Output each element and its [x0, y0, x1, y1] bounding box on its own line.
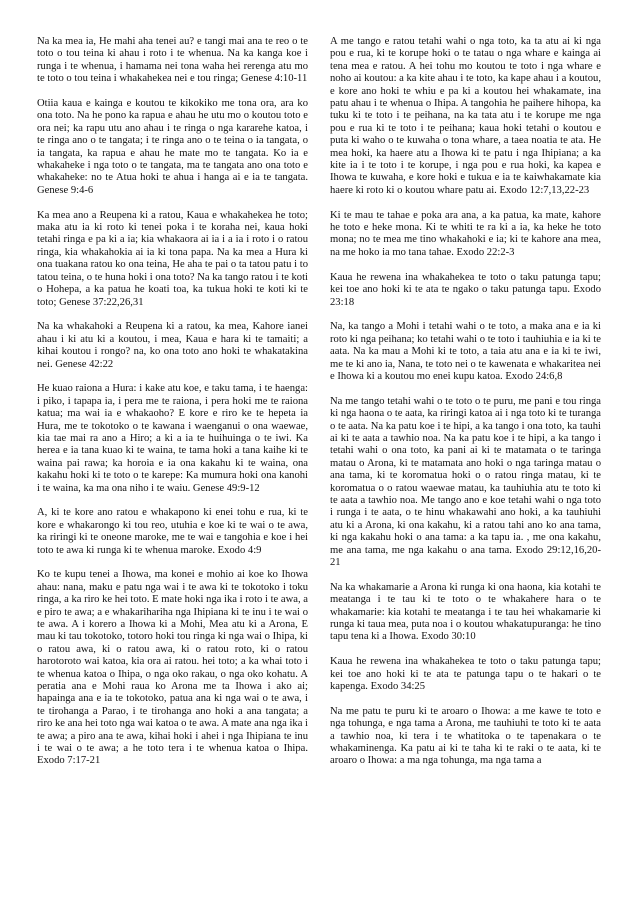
paragraph-genesis-4: Na ka mea ia, He mahi aha tenei au? e tangi mai ana te reo o te toto o tou teina ki ahau i roto i te whenua. Na ka kanga koe i runga i te whenua, i hamama nei tona waha hei rerenga atu mo te toto o tou teina i whakahekea nei e tou ringa; Genese 4:10-11 — [37, 36, 308, 85]
paragraph-genesis-42: Na ka whakahoki a Reupena ki a ratou, ka mea, Kahore ianei ahau i ki atu ki a koutou, i mea, Kaua e hara ki te tamaiti; a kihai koutou i rongo? na, ko ona toto ano hoki te whakatakina nei. Genese 42:22 — [37, 321, 308, 370]
paragraph-exodus-7: Ko te kupu tenei a Ihowa, ma konei e mohio ai koe ko Ihowa ahau: nana, maku e patu nga wai i te awa ki te tokotoko i toku ringa, a ka riro ke hei toto. E mate hoki nga ika i roto i te awa, a e piro te awa; a e whakarihariha nga Ihipiana ki te inu i te wai o te awa. A i korero a Ihowa ki a Mohi, Mea atu ki a Arona, E mau ki tau tokotoko, totoro hoki tou ringa ki nga wai o Ihipa, ki o ratou awa, ki o ratou awa, ki o ratou roto, ki o ratou harotoroto wai katoa, kia ora ai ratou. hei toto; a ka whai toto i te whenua katoa o Ihipa, o nga oko rakau, o nga oko kohatu. A peratia ana e Mohi raua ko Arona me ta Ihowa i ako ai; hapainga ana e ia te tokotoko, patua ana ki nga wai o te awa, i te tirohanga a Parao, i te tirohanga ano hoki a ana tangata; a riro ke ana hei toto nga wai katoa o te awa. A mate ana nga ika i te awa; a piro ana te awa, kihai hoki i ahei i nga Ihipiana te inu i te wai o te awa; a he toto tera i te whenua katoa o Ihipa. Exodo 7:17-21 — [37, 569, 308, 767]
paragraph-genesis-49: He kuao raiona a Hura: i kake atu koe, e taku tama, i te haenga: i piko, i tapapa ia, i pera me te raiona, i pera hoki me te raiona katua; ma wai ia e whakaoho? E kore e riro ke te hepeta ia Hura, me te tokotoko o te kawana i waenganui o ona waewae, kia tae mai ra ano a Hiro; a ki a ia te huihuinga o te iwi. Ka herea e ia tana kuao ki te waina, te tama hoki a tana kaihe ki te waina pai rawa; ka horoia e ia ona kakahu ki te waina, ona kakahu hoki ki te toto o te karepe: Ka mumura hoki ona kanohi i te waina, ka ma ona niho i te waiu. Genese 49:9-12 — [37, 383, 308, 494]
paragraph-leviticus-continued: Na me patu te puru ki te aroaro o Ihowa: a me kawe te toto e nga tohunga, e nga tama a Arona, me tauhiuhi te toto ki te aata a tawhio noa, ki tera i te whatitoka o te tapenakara o te whakaminenga. Ka patu ai ki te taha ki te raki o te aata, ki te aroaro o Ihowa: a ma nga tohunga, ma nga tama a — [330, 705, 601, 767]
paragraph-exodus-34: Kaua he rewena ina whakahekea te toto o taku patunga tapu; kei toe ano hoki ki te ata te patunga tapu o te hakari o te kapenga. Exodo 34:25 — [330, 656, 601, 693]
paragraph-exodus-30: Na ka whakamarie a Arona ki runga ki ona haona, kia kotahi te meatanga i te tau ki te toto o te whakahere hara o te whakamarie: kia kotahi te meatanga i te tau hei whakamarie ki runga ki taua mea, puta noa i o koutou whakatupuranga: he tino tapu tena ki a Ihowa. Exodo 30:10 — [330, 581, 601, 643]
paragraph-exodus-29: Na me tango tetahi wahi o te toto o te puru, me pani e tou ringa ki nga haona o te aata, ka riringi katoa ai i nga toto ki te turanga o te aata. Na ka patu koe i te hipi, a ka tango i ona toto, ka tauhi ai ki te aata a tawhio noa. Na ka patu koe i te hipi, a ka tango i tetahi wahi o ona toto, ka pani ai ki te matamata o te taringa matau o Arona, ki te matamata ano hoki o nga taringa matau o ana tama, ki te koromatua hoki o o ratou ringa matau, ki te koromatua o o ratou waewae matau, ka tauhiuhia atu te toto ki te aata a tawhio noa. Me tango ano e koe tetahi wahi o nga toto i runga i te aata, o te hinu whakawahi ano hoki, a ka tauhiuhi atu ki a Arona, ki ona kakahu, ki a ratou tahi ano ko ana tama, ki nga kakahu hoki o ana tama: a ka tapu ia. , me ona kakahu, me ana tama, me nga kakahu o ana tama. Exodo 29:12,16,20-21 — [330, 395, 601, 568]
paragraph-exodus-23: Kaua he rewena ina whakahekea te toto o taku patunga tapu; kei toe ano hoki ki te ata te ngako o taku patunga tapu. Exodo 23:18 — [330, 271, 601, 308]
paragraph-exodus-4: A, ki te kore ano ratou e whakapono ki enei tohu e rua, ki te kore e whakarongo ki tou reo, utuhia e koe ki te wai o te awa, ka riringi ki te oneone maroke, me te wai e tangohia e koe i hei toto te awa ki runga ki te whenua maroke. Exodo 4:9 — [37, 507, 308, 556]
paragraph-exodus-12: A me tango e ratou tetahi wahi o nga toto, ka ta atu ai ki nga pou e rua, ki te korupe hoki o te tatau o nga whare e kainga ai tena mea e ratou. A hei tohu mo koutou te toto i nga whare e noho ai koutou: a ka kite ahau i te toto, ka kape ahau i a koutou, e kore ano hoki te whiu e pa ki a koutou hei whakamate, ina patu ahau i te whenua o Ihipa. A tangohia he paihere hihopa, ka tuku ki te toto i te peihana, na ka tata atu i te korupe me nga pou e rua ki te toto i te peihana; kaua hoki tetahi o koutou e puta ki waho o te kuwaha o tona whare, a taea noatia te ata. He mea hoki, ka haere atu a Ihowa ki te patu i nga Ihipiana; a ka kite ia i te toto i te korupe, i nga pou e rua hoki, ka kapea e Ihowa te kuwaha, e kore hoki e tukua e ia te kaiwhakamate kia haere ki roto ki o koutou whare patu ai. Exodo 12:7,13,22-23 — [330, 36, 601, 196]
paragraph-genesis-9: Otiia kaua e kainga e koutou te kikokiko me tona ora, ara ko ona toto. Na he pono ka rapua e ahau he utu mo o koutou toto e ora nei; ka rapu utu ano ahau i te ringa o nga kararehe katoa, i te ringa ano o te tangata; i te ringa ano o te teina o ia tangata, o ia tangata, ka rapua e ahau he mate mo te tangata. Ko ia e whakaheke i nga toto o te tangata, ma te tangata ano ona toto e whakaheke: no te Atua hoki te ahua i hanga ai e ia te tangata. Genese 9:4-6 — [37, 98, 308, 196]
paragraph-genesis-37: Ka mea ano a Reupena ki a ratou, Kaua e whakahekea he toto; maka atu ia ki roto ki tenei poka i te koraha nei, kaua hoki tetahi ringa e pa ki a ia; kia whakaora ai ia i a ia i roto i o ratou ringa, kia whakahokia ai ia ki tona papa. Na ka mea a Hura ki ona tuakana ratou ko ona teina, He aha te pai o ta tatou patu i to tatou teina, o te huna hoki i ona toto? Na ka tango ratou i te koti o Hohepa, a ka patua he koati toa, ka tukua hoki te koti ki te toto; Genese 37:22,26,31 — [37, 209, 308, 308]
right-column — [330, 36, 601, 902]
paragraph-exodus-24: Na, ka tango a Mohi i tetahi wahi o te toto, a maka ana e ia ki roto ki nga peihana; ko tetahi wahi o te toto i tauhiuhia e ia ki te aata. Na ka mau a Mohi ki te toto, a taia atu ana e ia ki te iwi, me te ki ano ia, Nana, te toto nei o te kawenata e whakaritea nei e Ihowa ki a koutou mo enei kupu katoa. Exodo 24:6,8 — [330, 321, 601, 382]
paragraph-exodus-22: Ki te mau te tahae e poka ara ana, a ka patua, ka mate, kahore he toto e heke mona. Ki te whiti te ra ki a ia, ka heke he toto mona; no te mea me tino whakahoki e ia; ki te kahore ana mea, na me hoko ia mo tana tahae. Exodo 22:2-3 — [330, 209, 601, 258]
left-column — [37, 36, 308, 902]
